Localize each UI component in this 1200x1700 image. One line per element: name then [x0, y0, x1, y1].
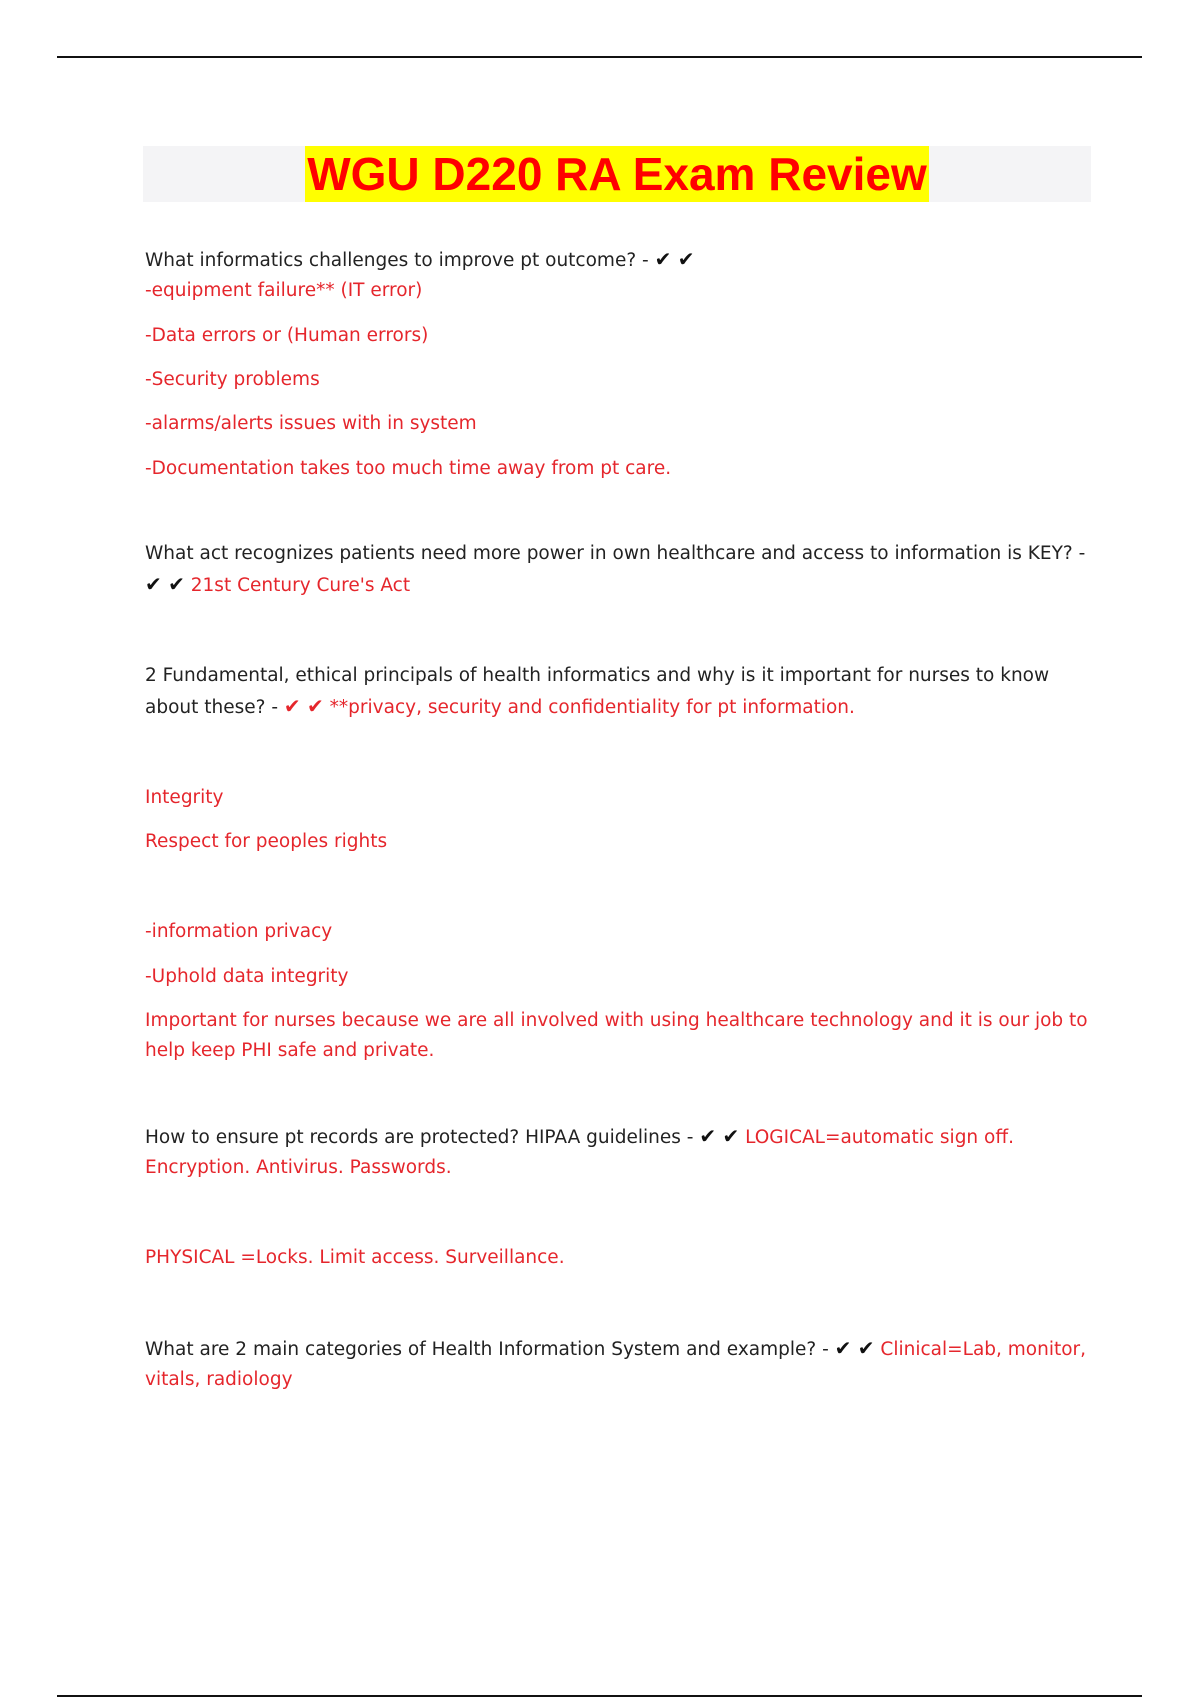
answer-5: Clinical=Lab, monitor, vitals, radiology — [145, 1339, 1087, 1390]
answer-4-extra-1: PHYSICAL =Locks. Limit access. Surveillance. — [145, 1247, 565, 1268]
answer-3: **privacy, security and confidentiality for pt information. — [329, 697, 855, 718]
question-3: 2 Fundamental, ethical principals of health informatics and why is it important for nurses to know about these? - — [145, 665, 1050, 718]
red-check-pair-icon: ✔ ✔ — [283, 694, 324, 718]
answer-3-extra-1: Integrity — [145, 787, 224, 808]
document-body — [145, 244, 1100, 1395]
question-5: What are 2 main categories of Health Information System and example? - — [145, 1339, 829, 1360]
qa-block-5 — [145, 1333, 1100, 1395]
answer-1-item-1: -equipment failure** (IT error) — [145, 280, 423, 301]
qa-block-2 — [145, 539, 1100, 601]
bottom-rule — [57, 1695, 1142, 1697]
answer-3-extra-4: -Uphold data integrity — [145, 966, 349, 987]
check-pair-icon: ✔ ✔ — [654, 247, 695, 271]
question-1: What informatics challenges to improve pt outcome? - — [145, 250, 649, 271]
check-pair-icon: ✔ ✔ — [145, 572, 185, 596]
answer-1-item-3: -Security problems — [145, 369, 320, 390]
qa-block-3 — [145, 661, 1100, 1066]
answer-3-extra-3: -information privacy — [145, 921, 333, 942]
answer-3-extra-5: Important for nurses because we are all involved with using healthcare technology and it is our job to help keep PHI safe and private. — [145, 1010, 1088, 1061]
answer-4: LOGICAL=automatic sign off. Encryption. Antivirus. Passwords. — [145, 1127, 1014, 1178]
question-4: How to ensure pt records are protected? HIPAA guidelines - — [145, 1127, 694, 1148]
title-band — [143, 146, 1091, 202]
qa-block-1 — [145, 244, 1100, 484]
check-pair-icon: ✔ ✔ — [834, 1336, 875, 1360]
check-pair-icon: ✔ ✔ — [699, 1124, 740, 1148]
answer-3-extra-2: Respect for peoples rights — [145, 831, 388, 852]
answer-1-item-2: -Data errors or (Human errors) — [145, 325, 429, 346]
question-2: What act recognizes patients need more power in own healthcare and access to information is KEY? - — [145, 543, 1086, 564]
qa-block-4 — [145, 1121, 1100, 1273]
page-title: WGU D220 RA Exam Review — [307, 148, 927, 200]
answer-2: 21st Century Cure's Act — [190, 575, 411, 596]
answer-1-item-5: -Documentation takes too much time away from pt care. — [145, 458, 672, 479]
top-rule — [57, 56, 1142, 58]
answer-1-item-4: -alarms/alerts issues with in system — [145, 413, 477, 434]
